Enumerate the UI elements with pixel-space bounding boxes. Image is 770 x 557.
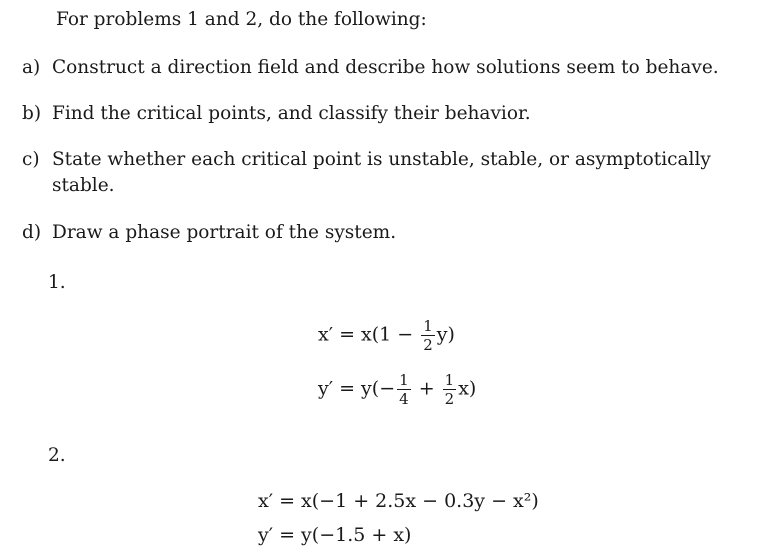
problem-number: 2. — [48, 445, 66, 466]
fraction-denominator: 2 — [444, 390, 455, 408]
task-text: Construct a direction field and describe how solutions seem to behave. — [52, 57, 719, 78]
problem-2-equation-y: y′ = y(−1.5 + x) — [258, 524, 412, 546]
task-label: b) — [22, 103, 42, 124]
task-label: d) — [22, 222, 42, 243]
equation-text: y′ = y(− — [318, 377, 396, 400]
fraction — [397, 372, 411, 407]
equation-text: x′ = x(1 − — [318, 323, 420, 346]
task-item-c — [22, 147, 752, 199]
problem-2-equation-x: x′ = x(−1 + 2.5x − 0.3y − x²) — [258, 490, 539, 512]
task-item-d — [22, 220, 752, 246]
equation-text: x) — [458, 377, 477, 400]
problem-1-equation-y — [318, 372, 476, 407]
fraction — [443, 372, 457, 407]
instructions-intro: For problems 1 and 2, do the following: — [56, 9, 427, 30]
task-label: c) — [22, 149, 40, 170]
task-text: Find the critical points, and classify their behavior. — [52, 103, 531, 124]
task-item-a — [22, 55, 752, 81]
task-item-b — [22, 101, 752, 127]
equation-text: + — [412, 377, 441, 400]
fraction-denominator: 4 — [399, 390, 409, 408]
task-label: a) — [22, 57, 41, 78]
fraction — [421, 318, 435, 353]
equation-text: y) — [436, 323, 455, 346]
fraction-denominator: 2 — [423, 336, 433, 354]
fraction-numerator: 1 — [444, 371, 455, 389]
task-text: Draw a phase portrait of the system. — [52, 222, 397, 243]
fraction-numerator: 1 — [423, 317, 433, 335]
problem-number: 1. — [48, 272, 66, 293]
problem-1-equation-x — [318, 318, 455, 353]
task-text: State whether each critical point is unstable, stable, or asymptotically stable. — [52, 149, 711, 196]
fraction-numerator: 1 — [399, 371, 409, 389]
